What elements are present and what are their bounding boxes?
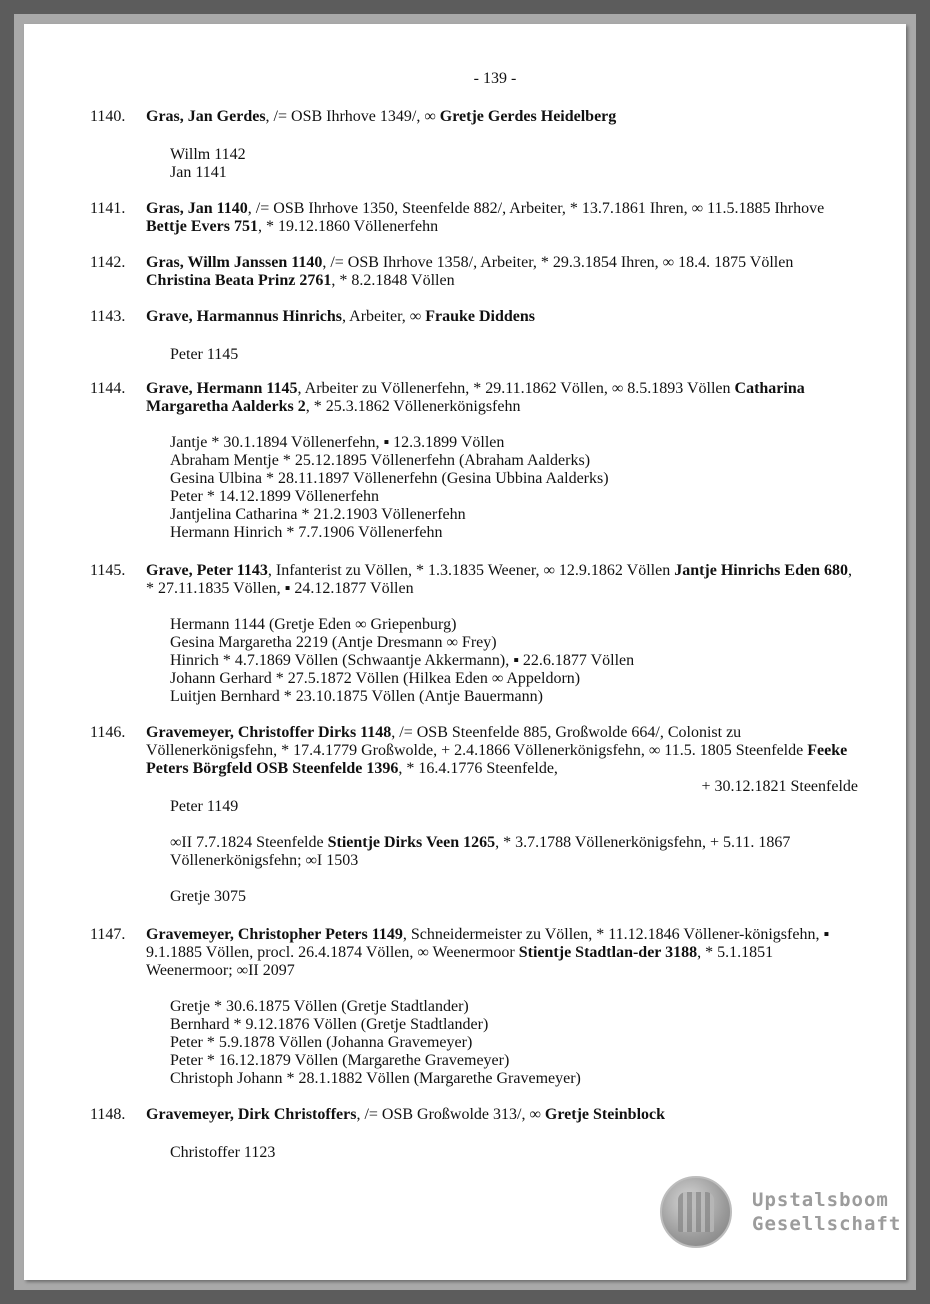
entry-text: Grave, Hermann 1145, Arbeiter zu Völlenerfehn, * 29.11.1862 Völlen, ∞ 8.5.1893 Völlen Catharina Margaretha Aalderks 2, * 25.3.1862 Völlenerkönigsfehn bbox=[146, 380, 805, 415]
seal-icon bbox=[660, 1176, 732, 1248]
child-line: Luitjen Bernhard * 23.10.1875 Völlen (Antje Bauermann) bbox=[170, 688, 543, 705]
entry-text: Gravemeyer, Dirk Christoffers, /= OSB Großwolde 313/, ∞ Gretje Steinblock bbox=[146, 1106, 666, 1123]
child-line: Hinrich * 4.7.1869 Völlen (Schwaantje Akkermann), ▪ 22.6.1877 Völlen bbox=[170, 652, 635, 669]
children-list bbox=[170, 998, 581, 1088]
entry-text: Grave, Harmannus Hinrichs, Arbeiter, ∞ Frauke Diddens bbox=[146, 308, 535, 325]
entry-number: 1144. bbox=[90, 380, 126, 397]
child-line: Peter 1149 bbox=[170, 798, 239, 815]
logo-line-1: Upstalsboom bbox=[752, 1189, 889, 1211]
entry-number: 1142. bbox=[90, 254, 126, 271]
child-line: Gesina Margaretha 2219 (Antje Dresmann ∞ Frey) bbox=[170, 634, 497, 651]
child-line: Gretje * 30.6.1875 Völlen (Gretje Stadtlander) bbox=[170, 998, 469, 1015]
child-line: Jantje * 30.1.1894 Völlenerfehn, ▪ 12.3.1899 Völlen bbox=[170, 434, 505, 451]
death-line-right: + 30.12.1821 Steenfelde bbox=[701, 778, 858, 795]
child-line: Hermann 1144 (Gretje Eden ∞ Griepenburg) bbox=[170, 616, 457, 633]
child-line: Johann Gerhard * 27.5.1872 Völlen (Hilkea Eden ∞ Appeldorn) bbox=[170, 670, 581, 687]
entry-text: Gras, Willm Janssen 1140, /= OSB Ihrhove 1358/, Arbeiter, * 29.3.1854 Ihren, ∞ 18.4. 1875 Völlen Christina Beata Prinz 2761, * 8.2.1848 Völlen bbox=[146, 254, 794, 289]
child-line: Bernhard * 9.12.1876 Völlen (Gretje Stadtlander) bbox=[170, 1016, 489, 1033]
child-line: Willm 1142 bbox=[170, 146, 246, 163]
child-line: Abraham Mentje * 25.12.1895 Völlenerfehn (Abraham Aalderks) bbox=[170, 452, 591, 469]
entry-number: 1146. bbox=[90, 724, 126, 741]
children-list bbox=[170, 1144, 275, 1162]
entry-text: Gravemeyer, Christoffer Dirks 1148, /= OSB Steenfelde 885, Großwolde 664/, Colonist zu Völlenerkönigsfehn, * 17.4.1779 Großwolde, + 2.4.1866 Völlenerkönigsfehn, ∞ 11.5. 1805 Steenfelde Feeke Peters Börgfeld OSB Steenfelde 1396, * 16.4.1776 Steenfelde, bbox=[146, 724, 848, 777]
child-line: Peter * 5.9.1878 Völlen (Johanna Gravemeyer) bbox=[170, 1034, 473, 1051]
entry-number: 1147. bbox=[90, 926, 126, 943]
child-line: Jan 1141 bbox=[170, 164, 227, 181]
publisher-logo bbox=[660, 1176, 900, 1248]
child-line: Peter 1145 bbox=[170, 346, 239, 363]
children-list bbox=[170, 346, 238, 364]
entry-number: 1143. bbox=[90, 308, 126, 325]
child-line: Christoffer 1123 bbox=[170, 1144, 276, 1161]
entry-number: 1145. bbox=[90, 562, 126, 579]
logo-line-2: Gesellschaft bbox=[752, 1213, 902, 1235]
children-list bbox=[170, 888, 246, 906]
child-line: Peter * 16.12.1879 Völlen (Margarethe Gravemeyer) bbox=[170, 1052, 510, 1069]
children-list bbox=[170, 146, 246, 182]
entry-text: Gras, Jan 1140, /= OSB Ihrhove 1350, Steenfelde 882/, Arbeiter, * 13.7.1861 Ihren, ∞ 11.5.1885 Ihrhove Bettje Evers 751, * 19.12.1860 Völlenerfehn bbox=[146, 200, 825, 235]
children-list bbox=[170, 434, 609, 542]
child-line: Gretje 3075 bbox=[170, 888, 246, 905]
child-line: Christoph Johann * 28.1.1882 Völlen (Margarethe Gravemeyer) bbox=[170, 1070, 581, 1087]
document-page bbox=[24, 24, 906, 1280]
entry-text: Gravemeyer, Christopher Peters 1149, Schneidermeister zu Völlen, * 11.12.1846 Völlener-königsfehn, ▪ 9.1.1885 Völlen, procl. 26.4.1874 Völlen, ∞ Weenermoor Stientje Stadtlan-der 3188, * 5.1.1851 Weenermoor; ∞II 2097 bbox=[146, 926, 830, 979]
entry-text: Grave, Peter 1143, Infanterist zu Völlen, * 1.3.1835 Weener, ∞ 12.9.1862 Völlen Jantje Hinrichs Eden 680, * 27.11.1835 Völlen, ▪ 24.12.1877 Völlen bbox=[146, 562, 852, 597]
logo-text bbox=[752, 1188, 901, 1236]
child-line: Hermann Hinrich * 7.7.1906 Völlenerfehn bbox=[170, 524, 443, 541]
entry-number: 1148. bbox=[90, 1106, 126, 1123]
child-line: Jantjelina Catharina * 21.2.1903 Völlenerfehn bbox=[170, 506, 466, 523]
entry-number: 1140. bbox=[90, 108, 126, 125]
page-number: - 139 - bbox=[473, 70, 517, 87]
children-list bbox=[170, 798, 238, 816]
children-list bbox=[170, 616, 634, 706]
entry-number: 1141. bbox=[90, 200, 126, 217]
child-line: Peter * 14.12.1899 Völlenerfehn bbox=[170, 488, 379, 505]
second-marriage-text: ∞II 7.7.1824 Steenfelde Stientje Dirks Veen 1265, * 3.7.1788 Völlenerkönigsfehn, + 5.11. 1867 Völlenerkönigsfehn; ∞I 1503 bbox=[170, 834, 791, 869]
entry-text: Gras, Jan Gerdes, /= OSB Ihrhove 1349/, ∞ Gretje Gerdes Heidelberg bbox=[146, 108, 617, 125]
child-line: Gesina Ulbina * 28.11.1897 Völlenerfehn (Gesina Ubbina Aalderks) bbox=[170, 470, 609, 487]
